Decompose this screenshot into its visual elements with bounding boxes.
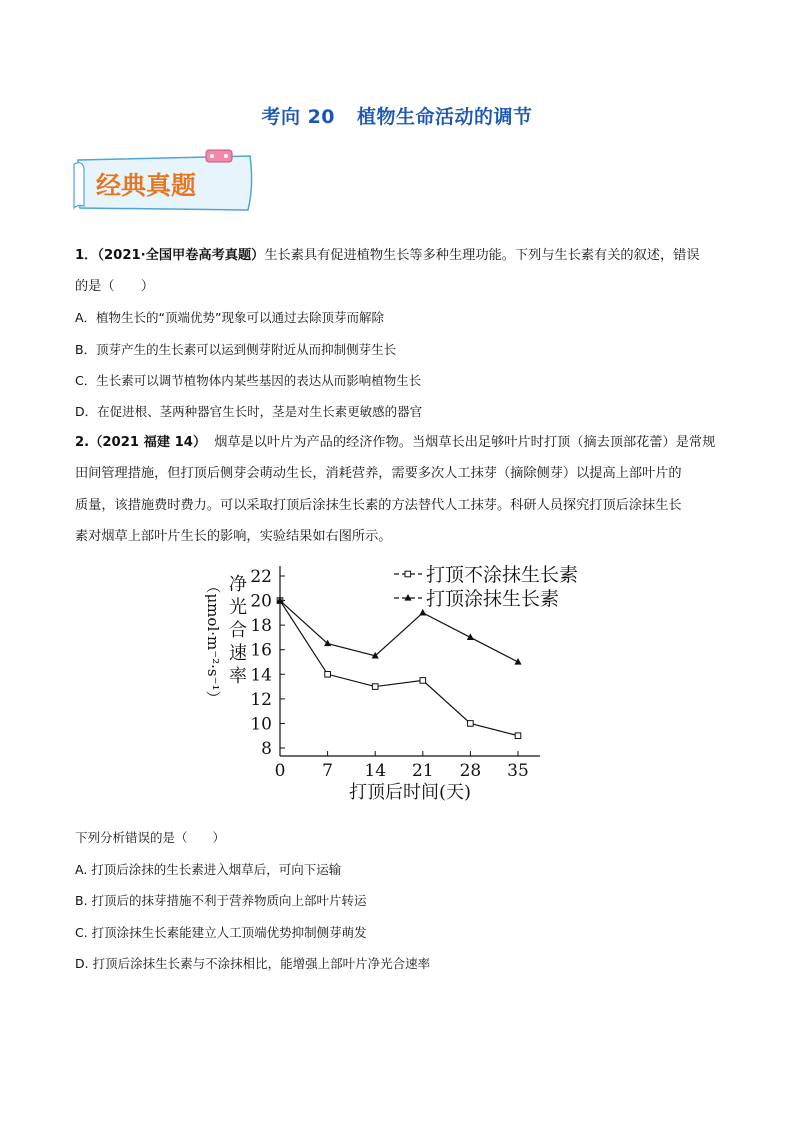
- q2-stem-line3: 质量，该措施费时费力。可以采取打顶后涂抹生长素的方法替代人工抹芽。科研人员探究打顶后涂抹生长: [75, 498, 682, 513]
- q1-number: 1．: [75, 248, 98, 263]
- data-point-square: [372, 684, 378, 690]
- title-topic-name: 植物生命活动的调节: [357, 106, 533, 128]
- x-tick-label: 28: [459, 761, 482, 781]
- q2-stem-line2: 田间管理措施，但打顶后侧芽会萌动生长，消耗营养，需要多次人工抹芽（摘除侧芽）以提高上部叶片的: [75, 466, 682, 481]
- q1-option-d: D．在促进根、茎两种器官生长时，茎是对生长素更敏感的器官: [75, 404, 423, 419]
- x-tick-label: 14: [364, 761, 387, 781]
- y-tick-label: 14: [250, 665, 272, 686]
- q2-option-a: A. 打顶后涂抹的生长素进入烟草后，可向下运输: [75, 862, 342, 877]
- q2-source: （2021 福建 14）: [89, 435, 207, 450]
- x-axis-label: 打顶后时间(天): [348, 782, 472, 803]
- x-tick-label: 7: [322, 761, 334, 781]
- q2-stem-text: 烟草是以叶片为产品的经济作物。当烟草长出足够叶片时打顶（摘去顶部花蕾）是常规: [214, 435, 716, 450]
- q1-source: （2021·全国甲卷高考真题）: [97, 248, 265, 263]
- q1-option-b: B．顶芽产生的生长素可以运到侧芽附近从而抑制侧芽生长: [75, 342, 397, 357]
- q2-option-b: B. 打顶后的抹芽措施不利于营养物质向上部叶片转运: [75, 893, 367, 908]
- y-axis-label-char: 率: [229, 666, 247, 687]
- y-tick-label: 10: [250, 714, 272, 735]
- banner-scroll-curl: [74, 163, 84, 208]
- y-tick-label: 8: [261, 739, 272, 759]
- q1-option-a: A．植物生长的“顶端优势”现象可以通过去除顶芽而解除: [75, 310, 385, 325]
- y-tick-label: 12: [250, 689, 272, 710]
- y-axis-label-char: 光: [229, 597, 247, 618]
- legend-marker-square: [405, 571, 411, 577]
- chart-labels: [204, 564, 578, 803]
- chart-marks: [276, 597, 521, 739]
- legend-marker-triangle: [404, 594, 411, 601]
- data-point-square: [515, 733, 521, 739]
- banner-clip-icon: [206, 150, 232, 162]
- y-tick-label: 16: [250, 640, 272, 661]
- data-point-square: [468, 721, 474, 727]
- x-tick-label: 0: [274, 761, 286, 781]
- y-tick-label: 22: [250, 567, 272, 587]
- q2-followup: 下列分析错误的是（ ）: [75, 830, 226, 845]
- page-title: [0, 102, 794, 129]
- line-chart: [196, 558, 596, 814]
- y-axis-label-char: 速: [229, 643, 247, 664]
- q1-stem-line2: 的是（ ）: [75, 279, 155, 294]
- y-axis-label-char: 净: [229, 574, 247, 595]
- q2-option-d: D. 打顶后涂抹生长素与不涂抹相比，能增强上部叶片净光合速率: [75, 956, 431, 971]
- banner-label: 经典真题: [96, 171, 197, 200]
- legend-label-1: 打顶不涂抹生长素: [426, 564, 579, 586]
- series-line-1: [280, 601, 518, 736]
- q2-stem-line1: [75, 435, 715, 451]
- y-axis-label-char: 合: [229, 620, 247, 641]
- data-point-square: [420, 678, 426, 684]
- q2-stem-line4: 素对烟草上部叶片生长的影响，实验结果如右图所示。: [75, 529, 392, 544]
- y-tick-label: 18: [250, 616, 272, 637]
- y-axis-unit: （μmol·m⁻²·s⁻¹）: [204, 578, 222, 706]
- q2-number: 2.: [75, 435, 90, 450]
- y-tick-label: 20: [250, 591, 272, 612]
- data-point-square: [325, 671, 331, 677]
- q1-option-c: C．生长素可以调节植物体内某些基因的表达从而影响植物生长: [75, 373, 422, 388]
- x-tick-label: 21: [411, 761, 434, 781]
- q1-stem-text: 生长素具有促进植物生长等多种生理功能。下列与生长素有关的叙述，错误: [264, 248, 700, 263]
- x-tick-label: 35: [507, 761, 529, 781]
- legend-label-2: 打顶涂抹生长素: [426, 588, 560, 610]
- q2-option-c: C. 打顶涂抹生长素能建立人工顶端优势抑制侧芽萌发: [75, 925, 367, 940]
- section-banner: [72, 146, 258, 216]
- title-topic-number: 考向 20: [261, 106, 336, 128]
- q1-stem-line1: [75, 248, 700, 264]
